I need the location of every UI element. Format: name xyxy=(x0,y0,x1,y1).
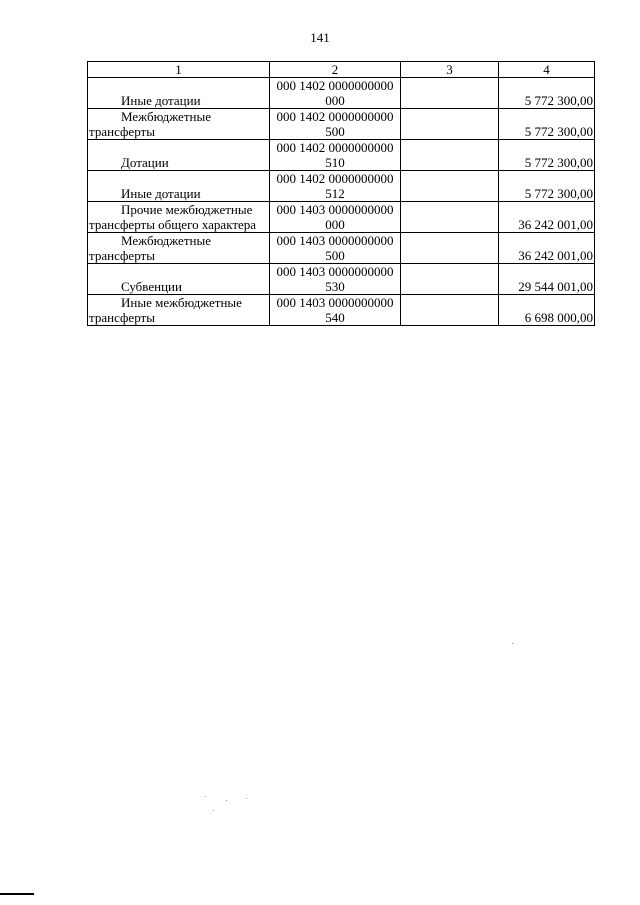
row-col3-cell xyxy=(401,140,499,171)
column-header: 1 xyxy=(88,62,270,78)
scan-speck xyxy=(512,643,513,644)
table-row xyxy=(88,202,595,233)
row-col3-cell xyxy=(401,202,499,233)
row-amount-cell: 6 698 000,00 xyxy=(499,295,595,326)
row-name-cell xyxy=(88,78,270,109)
row-code-cell xyxy=(270,78,401,109)
column-header: 2 xyxy=(270,62,401,78)
row-code-line2: 500 xyxy=(325,248,345,263)
row-name-cell xyxy=(88,140,270,171)
row-name-line1: Межбюджетные xyxy=(121,233,211,248)
row-col3-cell xyxy=(401,109,499,140)
row-code-line1: 000 1403 0000000000 xyxy=(276,233,394,248)
row-code-line2: 512 xyxy=(325,186,345,201)
budget-table xyxy=(87,61,595,326)
row-amount-cell: 36 242 001,00 xyxy=(499,202,595,233)
row-code-line2: 500 xyxy=(325,124,345,139)
scan-speck xyxy=(213,810,214,811)
row-name-cell xyxy=(88,109,270,140)
row-name-cell xyxy=(88,202,270,233)
row-name-line2: трансферты xyxy=(89,310,155,325)
spacer xyxy=(89,264,268,279)
row-amount-cell: 5 772 300,00 xyxy=(499,109,595,140)
row-name-line1: Дотации xyxy=(121,155,169,170)
row-amount-cell: 36 242 001,00 xyxy=(499,233,595,264)
row-amount-cell: 29 544 001,00 xyxy=(499,264,595,295)
spacer xyxy=(89,171,268,186)
row-code-line1: 000 1402 0000000000 xyxy=(276,140,394,155)
row-name-line1: Иные дотации xyxy=(121,93,201,108)
scan-speck xyxy=(226,800,227,801)
row-code-cell xyxy=(270,264,401,295)
row-col3-cell xyxy=(401,78,499,109)
scan-speck xyxy=(246,798,247,799)
row-code-line1: 000 1403 0000000000 xyxy=(276,264,394,279)
row-name-cell xyxy=(88,295,270,326)
table-row xyxy=(88,264,595,295)
scan-speck xyxy=(205,796,206,797)
table-row xyxy=(88,233,595,264)
row-name-line1: Иные межбюджетные xyxy=(121,295,242,310)
column-header: 4 xyxy=(499,62,595,78)
row-code-line2: 000 xyxy=(325,93,345,108)
page-number: 141 xyxy=(310,30,330,45)
row-code-cell xyxy=(270,202,401,233)
row-code-line2: 000 xyxy=(325,217,345,232)
row-col3-cell xyxy=(401,171,499,202)
row-name-line2: трансферты xyxy=(89,124,155,139)
table-row xyxy=(88,295,595,326)
spacer xyxy=(89,140,268,155)
bottom-rule xyxy=(0,893,34,895)
row-amount-cell: 5 772 300,00 xyxy=(499,140,595,171)
row-name-line2: трансферты общего характера xyxy=(89,217,257,232)
row-code-cell xyxy=(270,109,401,140)
column-header: 3 xyxy=(401,62,499,78)
row-name-line1: Межбюджетные xyxy=(121,109,211,124)
row-code-cell xyxy=(270,171,401,202)
row-amount-cell: 5 772 300,00 xyxy=(499,78,595,109)
table-row xyxy=(88,78,595,109)
table-header-row xyxy=(88,62,595,78)
row-code-cell xyxy=(270,295,401,326)
row-code-line1: 000 1402 0000000000 xyxy=(276,171,394,186)
row-name-line2: трансферты xyxy=(89,248,155,263)
row-col3-cell xyxy=(401,233,499,264)
row-code-line2: 540 xyxy=(325,310,345,325)
row-name-line1: Прочие межбюджетные xyxy=(121,202,253,217)
row-code-line1: 000 1403 0000000000 xyxy=(276,202,394,217)
row-code-cell xyxy=(270,140,401,171)
row-name-cell xyxy=(88,264,270,295)
row-code-cell xyxy=(270,233,401,264)
row-name-cell xyxy=(88,171,270,202)
row-code-line1: 000 1403 0000000000 xyxy=(276,295,394,310)
table-row xyxy=(88,140,595,171)
spacer xyxy=(89,78,268,93)
row-name-cell xyxy=(88,233,270,264)
row-code-line1: 000 1402 0000000000 xyxy=(276,109,394,124)
row-code-line2: 530 xyxy=(325,279,345,294)
table-row xyxy=(88,171,595,202)
row-code-line1: 000 1402 0000000000 xyxy=(276,78,394,93)
row-name-line1: Субвенции xyxy=(121,279,182,294)
row-code-line2: 510 xyxy=(325,155,345,170)
row-col3-cell xyxy=(401,264,499,295)
table-row xyxy=(88,109,595,140)
row-amount-cell: 5 772 300,00 xyxy=(499,171,595,202)
row-col3-cell xyxy=(401,295,499,326)
row-name-line1: Иные дотации xyxy=(121,186,201,201)
